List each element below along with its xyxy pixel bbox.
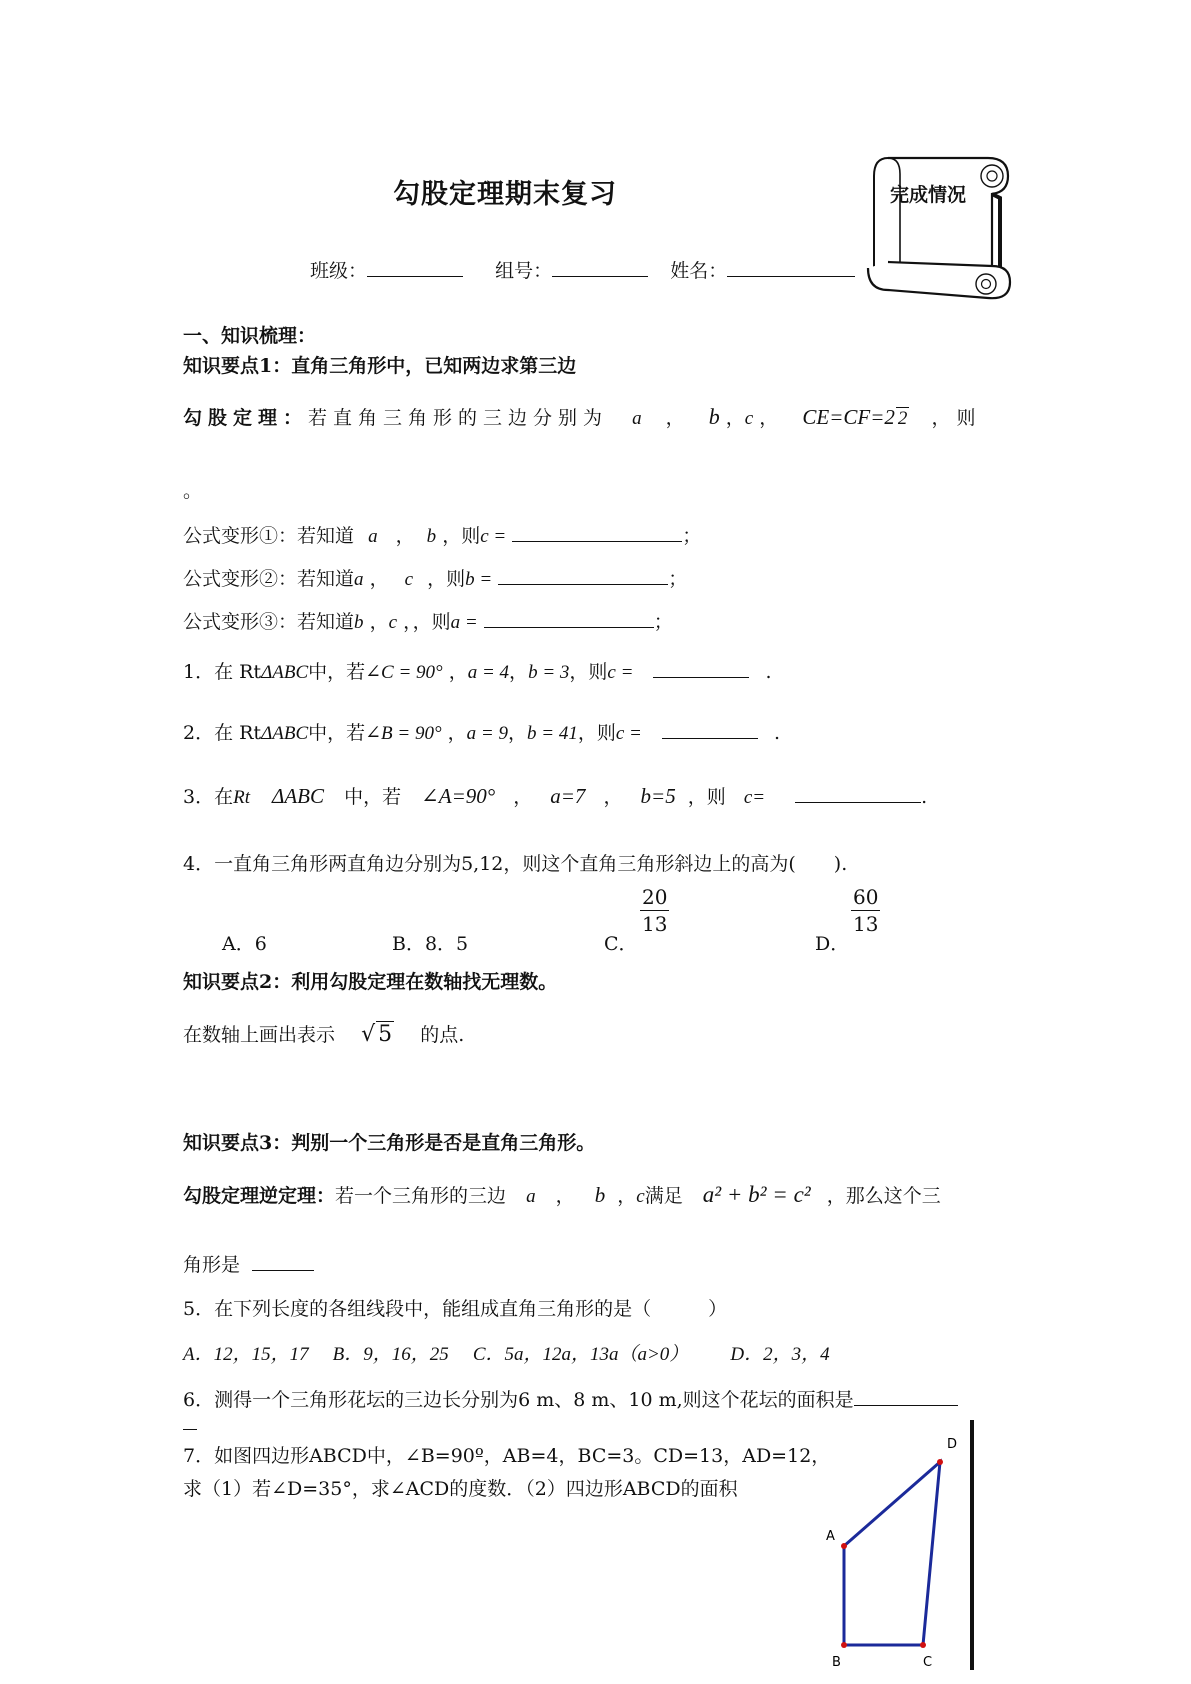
semicolon: ； [668, 568, 688, 590]
f1-eq: c = [480, 526, 507, 547]
q2-a: a = 9 [466, 723, 508, 744]
question-5: 5．在下列长度的各组线段中，能组成直角三角形的是（ ） [183, 1298, 728, 1320]
q1-num: 1．在 Rt [183, 661, 262, 683]
label-a: A [826, 1529, 835, 1544]
quadrilateral-edges [844, 1462, 940, 1645]
q3-triangle: ΔABC [272, 784, 325, 808]
q1-a: a = 4 [467, 662, 510, 683]
point3-heading: 知识要点3：判别一个三角形是否是直角三角形。 [183, 1132, 596, 1154]
q3-num: 3．在 [183, 786, 234, 808]
number-line-text: 在数轴上画出表示 [183, 1024, 336, 1046]
converse-conclusion: ，那么这个三 [826, 1185, 941, 1207]
f3-then: ，则 [412, 611, 451, 633]
q1-mid: 中，若 [308, 661, 366, 683]
formula-snippet: CE=CF=2 [802, 405, 895, 429]
section-heading-1: 一、知识梳理： [183, 325, 317, 347]
comma: ， [665, 407, 685, 429]
semicolon: ； [653, 611, 673, 633]
q2-c: c = [615, 723, 642, 744]
q5-option-d: D．2，3，4 [730, 1344, 830, 1365]
comma: ， [403, 611, 413, 633]
name-blank[interactable] [727, 256, 855, 277]
formula-2-line [183, 564, 687, 591]
f3-eq: a = [450, 612, 478, 633]
q4-option-d-fraction [851, 884, 880, 937]
q4-option-c-fraction [640, 884, 669, 937]
converse-text: 若一个三角形的三边 [335, 1185, 507, 1207]
converse-line [183, 1181, 941, 1208]
label-c: C [923, 1655, 933, 1670]
q5-option-c: C．5a，12a，13a（a>0） [472, 1344, 689, 1365]
q5-option-a: A．12，15，17 [183, 1344, 309, 1365]
q2-triangle: ΔABC [261, 723, 309, 744]
point-a [841, 1543, 847, 1549]
theorem-then: ，则 [931, 407, 982, 429]
theorem-period: 。 [183, 480, 203, 502]
formula-1-line [183, 521, 701, 548]
scroll-badge [858, 150, 1028, 315]
q1-c: c = [607, 662, 634, 683]
f2-then: ，则 [427, 568, 466, 590]
var-a: a [354, 569, 364, 590]
q3-rt: Rt [233, 787, 250, 808]
name-label: 姓名： [670, 260, 728, 282]
point-d [937, 1459, 943, 1465]
semicolon: ； [682, 525, 702, 547]
converse-line2-text: 角形是 [183, 1254, 241, 1276]
fraction-denominator: 13 [642, 912, 668, 936]
q2-then: ，则 [577, 722, 616, 744]
fraction-denominator: 13 [853, 912, 879, 936]
point2-heading: 知识要点2：利用勾股定理在数轴找无理数。 [183, 971, 558, 993]
formula-3-line [183, 607, 673, 634]
q1-end: . [765, 661, 772, 683]
q1-angle: ∠C = 90° [365, 662, 443, 683]
class-blank[interactable] [367, 256, 463, 277]
label-d: D [947, 1437, 958, 1452]
var-c: c [404, 569, 414, 590]
f2-blank[interactable] [498, 564, 668, 585]
q3-then: ，则 [687, 786, 726, 808]
q3-a: a=7 [550, 784, 586, 808]
question-2: 2．在 RtΔABC中，若∠B = 90° ，a = 9，b = 41，则c = . [183, 718, 780, 745]
q4-option-b: B．8．5 [392, 933, 469, 955]
q2-angle: ∠B = 90° [365, 723, 442, 744]
question-7-line-2: 求（1）若∠D=35°，求∠ACD的度数．（2）四边形ABCD的面积 [183, 1478, 738, 1500]
point-b [841, 1642, 847, 1648]
sqrt-5: 5 [378, 1022, 393, 1047]
q3-c: c= [743, 787, 766, 808]
comma: ， [555, 1185, 575, 1207]
q4-option-d: D． [815, 933, 850, 955]
pythagorean-equation: a² + b² = c² [702, 1182, 811, 1207]
q3-angle: ∠A=90° [421, 784, 496, 808]
q2-b: b = 41 [527, 723, 578, 744]
q6-text: 6．测得一个三角形花坛的三边长分别为6 m、8 m、10 m,则这个花坛的面积是 [183, 1389, 854, 1411]
question-4: 4．一直角三角形两直角边分别为5,12，则这个直角三角形斜边上的高为( ). [183, 853, 848, 875]
q6-blank[interactable] [854, 1385, 958, 1406]
satisfy: 满足 [644, 1185, 683, 1207]
fraction-numerator: 60 [853, 885, 879, 909]
q1-triangle: ΔABC [261, 662, 309, 683]
converse-label: 勾股定理逆定理： [183, 1185, 336, 1207]
var-c: c [388, 612, 398, 633]
q2-end: . [773, 722, 780, 744]
var-b: b [708, 404, 720, 429]
comma: ， [759, 407, 779, 429]
student-info-line [310, 256, 855, 283]
q3-b: b=5 [640, 784, 676, 808]
q5-option-b: B．9，16，25 [332, 1344, 449, 1365]
class-label: 班级： [310, 260, 368, 282]
f1-then: ，则 [442, 525, 481, 547]
question-7-line-1: 7．如图四边形ABCD中，∠B=90º，AB=4，BC=3。CD=13，AD=12， [183, 1445, 831, 1467]
q6-blank-wrap [183, 1429, 197, 1430]
var-a: a [526, 1186, 536, 1207]
label-b: B [832, 1655, 841, 1670]
q1-blank[interactable] [653, 657, 749, 678]
scroll-icon [858, 150, 1028, 315]
q2-blank[interactable] [662, 718, 758, 739]
f2-eq: b = [465, 569, 493, 590]
theorem-text: 若直角三角形的三边分别为 [308, 407, 609, 429]
var-c: c [636, 1186, 645, 1207]
var-c: c [744, 408, 754, 429]
q4-option-a: A．6 [222, 933, 267, 955]
quadrilateral-svg [810, 1420, 985, 1670]
fraction-numerator: 20 [642, 885, 668, 909]
comma: ， [369, 568, 389, 590]
comma: ， [369, 611, 389, 633]
converse-line-2 [183, 1250, 314, 1277]
question-6 [183, 1385, 958, 1412]
q3-end: . [921, 786, 928, 808]
q2-mid: 中，若 [308, 722, 366, 744]
question-3: 3．在Rt ΔABC 中，若 ∠A=90° ， a=7 ， b=5 ，则 c= . [183, 784, 928, 808]
sqrt-2: 2 [897, 408, 908, 429]
f3-blank[interactable] [484, 607, 654, 628]
var-b: b [426, 526, 437, 547]
page-title: 勾股定理期末复习 [393, 179, 617, 210]
var-a: a [632, 408, 642, 429]
number-line-task: 在数轴上画出表示 √ 5 的点. [183, 1022, 465, 1047]
q1-then: ，则 [569, 661, 608, 683]
comma: ， [617, 1185, 637, 1207]
scroll-badge-label: 完成情况 [890, 184, 967, 206]
q3-mid: 中，若 [344, 786, 402, 808]
point-c [920, 1642, 926, 1648]
f1-blank[interactable] [512, 521, 682, 542]
q5-options [183, 1339, 830, 1366]
f2-prefix: 公式变形②：若知道 [183, 568, 355, 590]
theorem-line [183, 403, 982, 430]
number-line-text-after: 的点. [420, 1024, 465, 1046]
converse-blank[interactable] [252, 1250, 314, 1271]
quadrilateral-figure [810, 1420, 985, 1670]
comma: ， [395, 525, 415, 547]
group-blank[interactable] [552, 256, 648, 277]
question-1: 1．在 RtΔABC中，若∠C = 90° ，a = 4，b = 3，则c = . [183, 657, 772, 684]
group-label: 组号： [495, 260, 553, 282]
var-b: b [354, 612, 364, 633]
comma: ， [725, 407, 745, 429]
q4-option-c: C． [604, 933, 638, 955]
theorem-label: 勾股定理： [183, 407, 309, 429]
var-b: b [594, 1183, 606, 1207]
q2-num: 2．在 Rt [183, 722, 262, 744]
q1-b: b = 3 [528, 662, 570, 683]
f3-prefix: 公式变形③：若知道 [183, 611, 355, 633]
q3-blank[interactable] [795, 782, 921, 803]
var-a: a [368, 526, 378, 547]
f1-prefix: 公式变形①：若知道 [183, 525, 355, 547]
point1-heading: 知识要点1：直角三角形中，已知两边求第三边 [183, 355, 577, 377]
